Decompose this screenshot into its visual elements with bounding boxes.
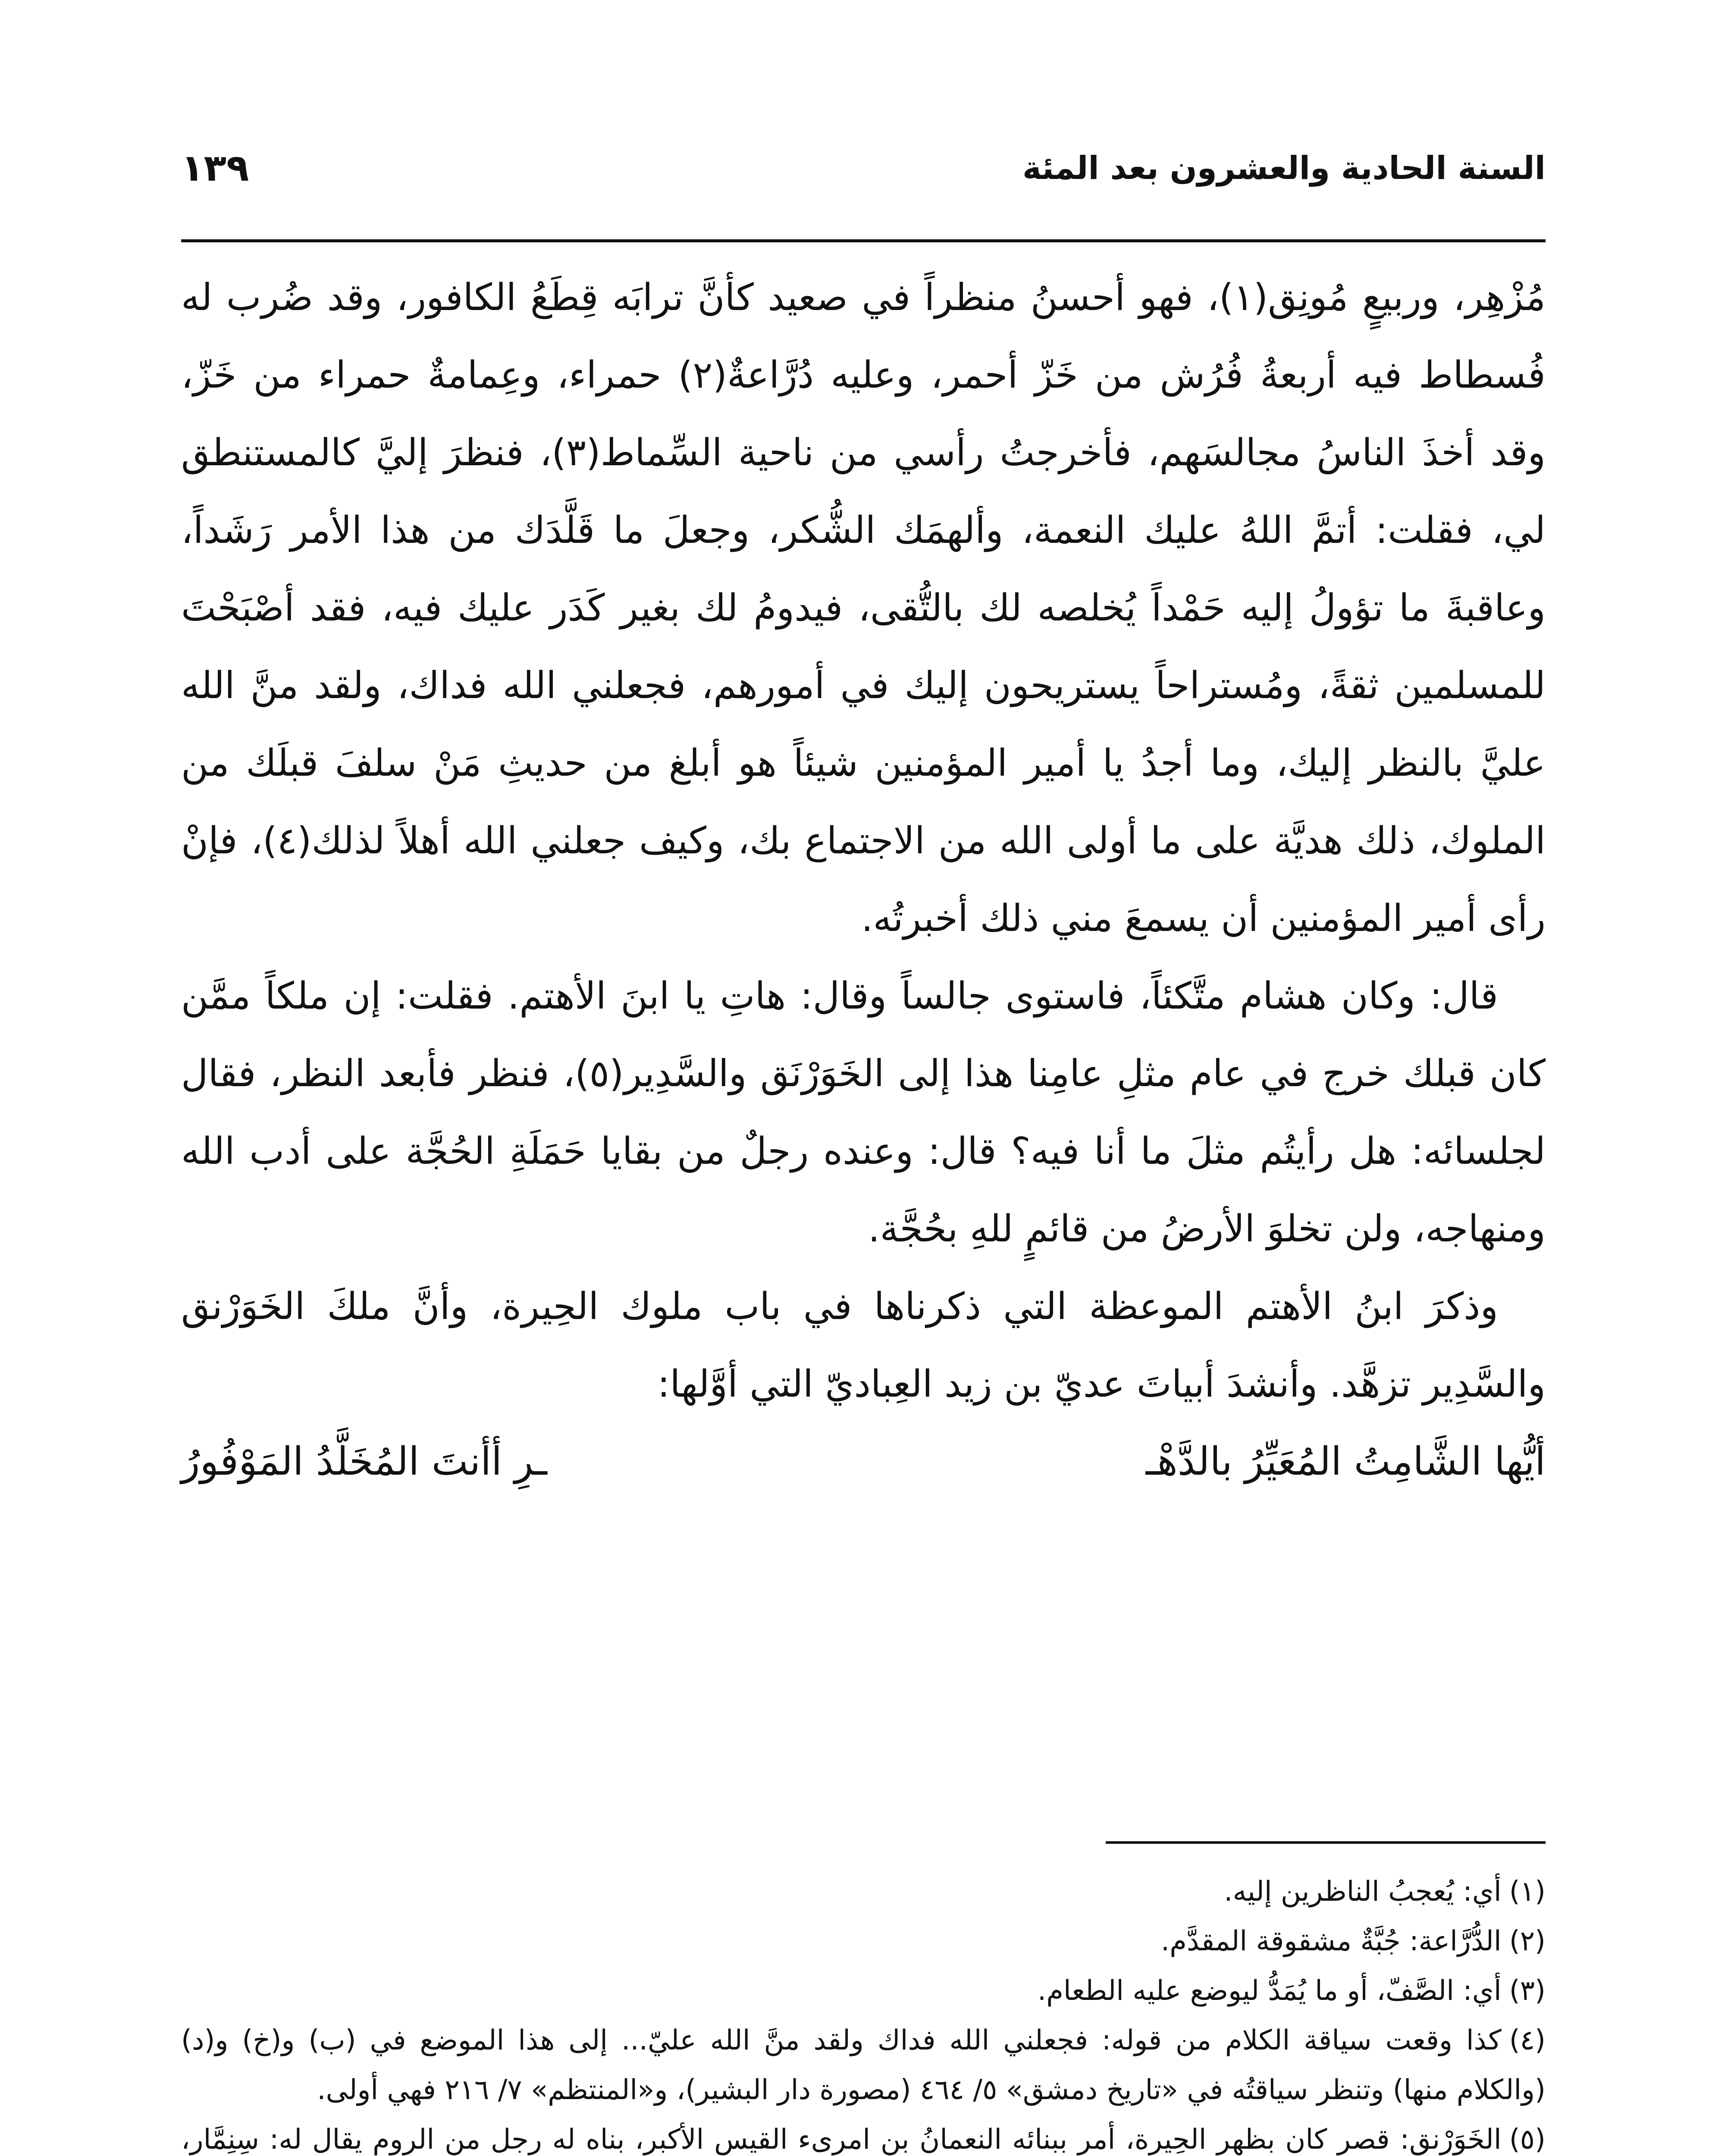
main-text — [181, 259, 1546, 1802]
footnote-number: (٥) — [1509, 2124, 1546, 2156]
footnote-text: الخَوَرْنق: قصر كان بظهر الحِيرة، أمر ببنائه النعمانُ بن امرىء القيس الأكبر، بناه له رجل من الروم يقال له: سِنِمَّار، — [181, 2124, 1502, 2156]
footnote — [181, 2115, 1546, 2156]
paragraph: قال: وكان هشام متَّكئاً، فاستوى جالساً وقال: هاتِ يا ابنَ الأهتم. فقلت: إن ملكاً ممَّن كان قبلك خرج في عام مثلِ عامِنا هذا إلى الخَوَرْنَق والسَّدِير(٥)، فنظر فأبعد النظر، فقال لجلسائه: هل رأيتُم مثلَ ما أنا فيه؟ قال: وعنده رجلٌ من بقايا حَمَلَةِ الحُجَّة على أدب الله ومنهاجه، ولن تخلوَ الأرضُ من قائمٍ للهِ بحُجَّة. — [181, 975, 1546, 1250]
footnote-number: (٣) — [1509, 1975, 1546, 2007]
footnotes — [181, 1867, 1546, 2156]
running-header — [181, 142, 1546, 203]
footnote-number: (١) — [1509, 1876, 1546, 1908]
footnote — [181, 2016, 1546, 2115]
footnote-rule — [1106, 1841, 1546, 1844]
page-number: ١٣٩ — [181, 147, 249, 190]
footnote-text: الدُّرَّاعة: جُبَّةٌ مشقوقة المقدَّم. — [1160, 1925, 1502, 1957]
footnote — [181, 1867, 1546, 1917]
poem-first-hemistich: أيُّها الشَّامِتُ المُعَيِّرُ بالدَّهْـ — [1145, 1439, 1546, 1484]
poem-verse — [181, 1423, 1546, 1501]
footnote — [181, 1917, 1546, 1966]
paragraph: وذكرَ ابنُ الأهتم الموعظة التي ذكرناها في باب ملوك الحِيرة، وأنَّ ملكَ الخَوَرْنق والسَّدِير تزهَّد. وأنشدَ أبياتَ عديّ بن زيد العِباديّ التي أوَّلها: — [181, 1285, 1546, 1406]
footnote-text: أي: الصَّفّ، أو ما يُمَدُّ ليوضع عليه الطعام. — [1037, 1975, 1502, 2007]
footnote-number: (٤) — [1509, 2024, 1546, 2056]
footnote-text: أي: يُعجبُ الناظرين إليه. — [1224, 1876, 1502, 1908]
header-rule — [181, 239, 1546, 242]
footnote-text: كذا وقعت سياقة الكلام من قوله: فجعلني الله فداك ولقد منَّ الله عليّ... إلى هذا الموضع في (ب) و(خ) و(د) (والكلام منها) وتنظر سياقتُه في «تاريخ دمشق» ٥/ ٤٦٤ (مصورة دار البشير)، و«المنتظم» ٧/ ٢١٦ فهي أولى. — [181, 2024, 1546, 2106]
chapter-title: السنة الحادية والعشرون بعد المئة — [1022, 150, 1546, 187]
poem-second-hemistich: ـرِ أأنتَ المُخَلَّدُ المَوْفُورُ — [181, 1439, 547, 1484]
footnote — [181, 1966, 1546, 2016]
footnote-number: (٢) — [1509, 1925, 1546, 1957]
paragraph: مُزْهِر، وربيعٍ مُونِق(١)، فهو أحسنُ منظراً في صعيد كأنَّ ترابَه قِطَعُ الكافور، وقد ضُرب له فُسطاط فيه أربعةُ فُرُش من خَزّ أحمر، وعليه دُرَّاعةٌ(٢) حمراء، وعِمامةٌ حمراء من خَزّ، وقد أخذَ الناسُ مجالسَهم، فأخرجتُ رأسي من ناحية السِّماط(٣)، فنظرَ إليَّ كالمستنطق لي، فقلت: أتمَّ اللهُ عليك النعمة، وألهمَك الشُّكر، وجعلَ ما قَلَّدَك من هذا الأمر رَشَداً، وعاقبةَ ما تؤولُ إليه حَمْداً يُخلصه لك بالتُّقى، فيدومُ لك بغير كَدَر عليك فيه، فقد أصْبَحْتَ للمسلمين ثقةً، ومُستراحاً يستريحون إليك في أمورهم، فجعلني الله فداك، ولقد منَّ الله عليَّ بالنظر إليك، وما أجدُ يا أمير المؤمنين شيئاً هو أبلغ من حديثِ مَنْ سلفَ قبلَك من الملوك، ذلك هديَّة على ما أولى الله من الاجتماع بك، وكيف جعلني الله أهلاً لذلك(٤)، فإنْ رأى أمير المؤمنين أن يسمعَ مني ذلك أخبرتُه. — [181, 276, 1546, 940]
